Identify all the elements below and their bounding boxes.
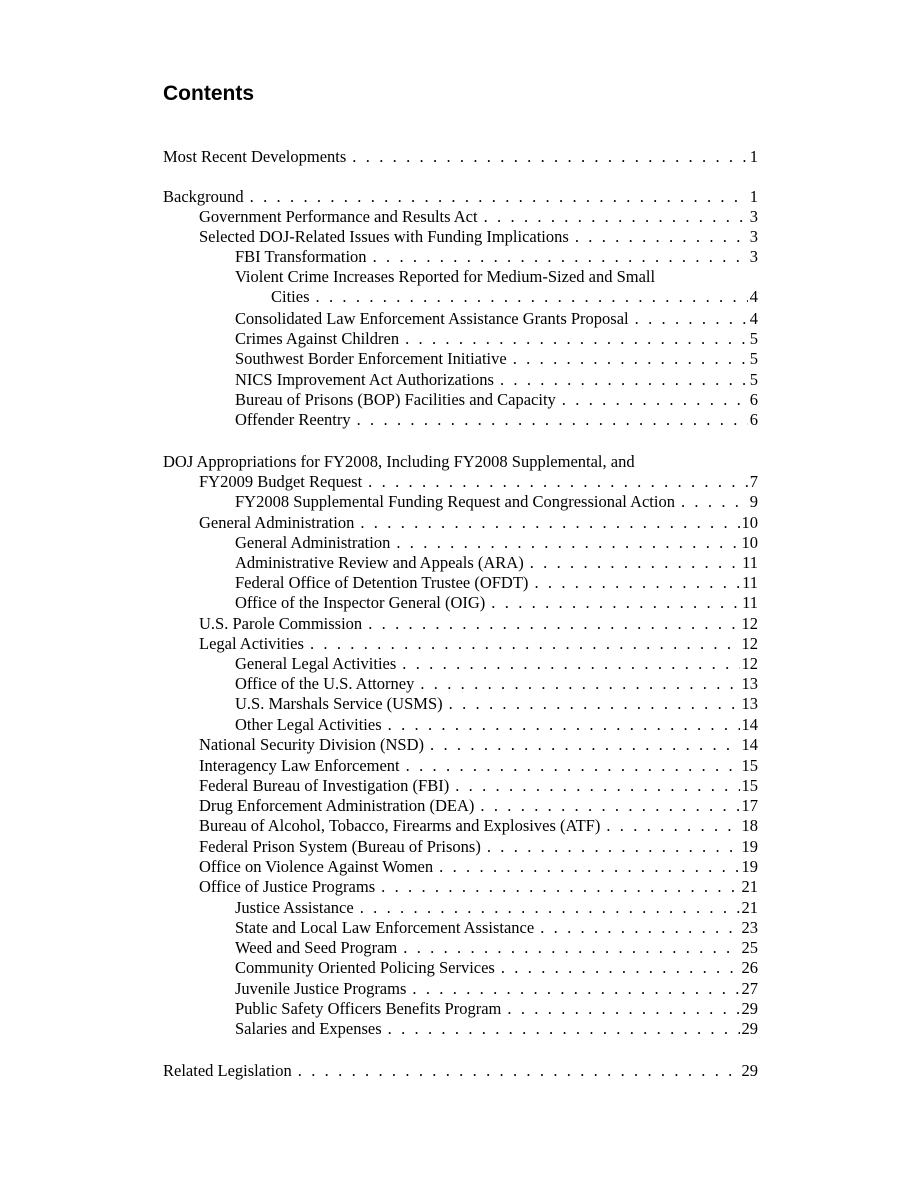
toc-entry-page-number: 21 [741, 877, 758, 896]
toc-entry[interactable] [199, 513, 758, 533]
dot-leader [455, 776, 739, 796]
toc-entry[interactable] [199, 614, 758, 634]
toc-entry-page-number: 29 [741, 1061, 758, 1080]
toc-entry-label: Salaries and Expenses [235, 1019, 382, 1038]
toc-entry[interactable] [235, 309, 758, 329]
dot-leader [507, 999, 739, 1019]
toc-entry[interactable] [235, 370, 758, 390]
toc-entry-page-number: 29 [741, 1019, 758, 1038]
toc-entry-label: Bureau of Alcohol, Tobacco, Firearms and Explosives (ATF) [199, 816, 601, 835]
toc-entry-label: Administrative Review and Appeals (ARA) [235, 553, 524, 572]
toc-entry[interactable] [199, 776, 758, 796]
toc-entry-label: Government Performance and Results Act [199, 207, 478, 226]
toc-entry[interactable] [235, 349, 758, 369]
toc-entry-page-number: 21 [741, 898, 758, 917]
dot-leader [635, 309, 748, 329]
toc-entry-page-number: 27 [741, 979, 758, 998]
dot-leader [480, 796, 739, 816]
dot-leader [352, 147, 747, 167]
toc-entry-page-number: 12 [741, 634, 758, 653]
dot-leader [310, 634, 740, 654]
dot-leader [298, 1061, 740, 1081]
toc-entry-page-number: 13 [741, 674, 758, 693]
toc-entry-label: Legal Activities [199, 634, 304, 653]
dot-leader [420, 674, 739, 694]
toc-entry-label: Cities [271, 287, 310, 306]
toc-entry-label: Consolidated Law Enforcement Assistance Grants Proposal [235, 309, 629, 328]
toc-entry-label: Public Safety Officers Benefits Program [235, 999, 502, 1018]
dot-leader [449, 694, 740, 714]
toc-entry[interactable] [235, 390, 758, 410]
toc-entry[interactable] [235, 694, 758, 714]
toc-entry[interactable] [235, 247, 758, 267]
toc-entry-page-number: 18 [741, 816, 758, 835]
toc-entry-page-number: 5 [749, 329, 758, 348]
dot-leader [396, 533, 739, 553]
toc-entry-page-number: 1 [749, 147, 758, 166]
toc-entry-label: Office of Justice Programs [199, 877, 376, 896]
toc-entry-label: National Security Division (NSD) [199, 735, 425, 754]
toc-entry[interactable] [199, 857, 758, 877]
dot-leader [388, 1019, 740, 1039]
toc-entry-page-number: 11 [742, 573, 758, 592]
dot-leader [500, 370, 748, 390]
toc-entry-page-number: 3 [749, 227, 758, 246]
toc-entry-label: State and Local Law Enforcement Assistance [235, 918, 535, 937]
toc-entry-label: FBI Transformation [235, 247, 367, 266]
toc-entry[interactable] [235, 593, 758, 613]
dot-leader [530, 553, 740, 573]
toc-entry-page-number: 10 [741, 513, 758, 532]
dot-leader [402, 654, 739, 674]
toc-entry-page-number: 13 [741, 694, 758, 713]
toc-entry-page-number: 11 [742, 593, 758, 612]
dot-leader [534, 573, 740, 593]
toc-entry[interactable] [235, 918, 758, 938]
toc-entry-label-line1: Violent Crime Increases Reported for Medium-Sized and Small [235, 267, 656, 286]
toc-entry[interactable] [163, 1061, 758, 1081]
toc-entry-label: Offender Reentry [235, 410, 351, 429]
toc-entry[interactable] [235, 553, 758, 573]
toc-entry-page-number: 1 [749, 187, 758, 206]
toc-entry-label: FY2009 Budget Request [199, 472, 363, 491]
toc-entry-page-number: 12 [741, 654, 758, 673]
toc-entry-page-number: 5 [749, 349, 758, 368]
toc-entry-label: General Legal Activities [235, 654, 397, 673]
toc-entry[interactable] [235, 715, 758, 735]
toc-entry-label: Weed and Seed Program [235, 938, 398, 957]
toc-entry-label: General Administration [235, 533, 391, 552]
toc-entry-page-number: 25 [741, 938, 758, 957]
toc-entry[interactable] [199, 207, 758, 227]
toc-entry[interactable] [199, 796, 758, 816]
toc-entry[interactable] [199, 877, 758, 897]
dot-leader [487, 837, 740, 857]
dot-leader [403, 938, 739, 958]
toc-entry-label: Federal Prison System (Bureau of Prisons) [199, 837, 481, 856]
toc-entry-label: Other Legal Activities [235, 715, 382, 734]
toc-entry-label: Selected DOJ-Related Issues with Funding Implications [199, 227, 569, 246]
toc-entry[interactable] [235, 573, 758, 593]
dot-leader [501, 958, 740, 978]
toc-entry[interactable] [199, 472, 758, 492]
toc-entry-label: Federal Bureau of Investigation (FBI) [199, 776, 450, 795]
dot-leader [491, 593, 740, 613]
toc-entry-label: Office of the Inspector General (OIG) [235, 593, 486, 612]
toc-entry[interactable] [235, 1019, 758, 1039]
dot-leader [388, 715, 740, 735]
dot-leader [412, 979, 739, 999]
toc-entry[interactable] [199, 837, 758, 857]
toc-entry-page-number: 6 [749, 410, 758, 429]
toc-entry[interactable] [235, 533, 758, 553]
toc-entry[interactable] [271, 287, 758, 307]
toc-entry-page-number: 7 [749, 472, 758, 491]
dot-leader [368, 614, 739, 634]
toc-entry-page-number: 9 [749, 492, 758, 511]
toc-entry-label: Interagency Law Enforcement [199, 756, 400, 775]
toc-entry[interactable] [199, 735, 758, 755]
toc-entry-label: Background [163, 187, 244, 206]
toc-entry[interactable] [235, 958, 758, 978]
dot-leader [562, 390, 748, 410]
toc-entry-label: Southwest Border Enforcement Initiative [235, 349, 507, 368]
dot-leader [430, 735, 739, 755]
toc-entry-label: Justice Assistance [235, 898, 354, 917]
toc-entry-page-number: 26 [741, 958, 758, 977]
dot-leader [368, 472, 748, 492]
toc-entry-label: Office on Violence Against Women [199, 857, 434, 876]
toc-entry-label: Bureau of Prisons (BOP) Facilities and Capacity [235, 390, 556, 409]
toc-entry-page-number: 17 [741, 796, 758, 815]
toc-entry[interactable] [235, 999, 758, 1019]
toc-entry[interactable] [235, 410, 758, 430]
toc-entry-label: U.S. Marshals Service (USMS) [235, 694, 443, 713]
dot-leader [381, 877, 739, 897]
toc-entry[interactable] [163, 187, 758, 207]
toc-entry-page-number: 14 [741, 735, 758, 754]
toc-entry[interactable] [235, 979, 758, 999]
toc-entry[interactable] [199, 756, 758, 776]
toc-entry[interactable] [235, 674, 758, 694]
dot-leader [250, 187, 748, 207]
toc-entry[interactable] [235, 898, 758, 918]
dot-leader [575, 227, 748, 247]
toc-entry-page-number: 29 [741, 999, 758, 1018]
toc-entry-page-number: 15 [741, 776, 758, 795]
toc-entry[interactable] [235, 938, 758, 958]
dot-leader [681, 492, 748, 512]
dot-leader [360, 898, 740, 918]
toc-entry-page-number: 23 [741, 918, 758, 937]
dot-leader [316, 287, 748, 307]
dot-leader [406, 756, 740, 776]
dot-leader [405, 329, 748, 349]
toc-entry-label: Federal Office of Detention Trustee (OFDT) [235, 573, 529, 592]
toc-entry[interactable] [199, 634, 758, 654]
toc-entry-page-number: 6 [749, 390, 758, 409]
dot-leader [513, 349, 748, 369]
toc-entry[interactable] [199, 816, 758, 836]
toc-entry-page-number: 4 [749, 309, 758, 328]
toc-entry-label: Juvenile Justice Programs [235, 979, 407, 998]
toc-entry[interactable] [163, 147, 758, 167]
toc-entry-page-number: 11 [742, 553, 758, 572]
dot-leader [360, 513, 739, 533]
toc-entry[interactable] [235, 492, 758, 512]
dot-leader [484, 207, 748, 227]
toc-entry-label: Most Recent Developments [163, 147, 347, 166]
toc-entry-page-number: 4 [749, 287, 758, 306]
toc-entry-label: FY2008 Supplemental Funding Request and Congressional Action [235, 492, 675, 511]
toc-entry-label: Related Legislation [163, 1061, 292, 1080]
toc-entry-label: Crimes Against Children [235, 329, 400, 348]
toc-entry-page-number: 19 [741, 837, 758, 856]
toc-entry-label: NICS Improvement Act Authorizations [235, 370, 494, 389]
dot-leader [373, 247, 748, 267]
toc-entry-label: Community Oriented Policing Services [235, 958, 495, 977]
toc-entry-page-number: 10 [741, 533, 758, 552]
toc-entry-label: Drug Enforcement Administration (DEA) [199, 796, 475, 815]
toc-entry-page-number: 5 [749, 370, 758, 389]
page-title: Contents [163, 82, 254, 105]
toc-entry-page-number: 3 [749, 207, 758, 226]
toc-entry-label-line1: DOJ Appropriations for FY2008, Including FY2008 Supplemental, and [163, 452, 635, 471]
dot-leader [439, 857, 739, 877]
toc-entry-page-number: 3 [749, 247, 758, 266]
dot-leader [357, 410, 748, 430]
toc-entry-page-number: 12 [741, 614, 758, 633]
toc-entry-label: Office of the U.S. Attorney [235, 674, 415, 693]
toc-entry-label: General Administration [199, 513, 355, 532]
toc-entry-page-number: 14 [741, 715, 758, 734]
toc-entry-label: U.S. Parole Commission [199, 614, 363, 633]
toc-entry-page-number: 15 [741, 756, 758, 775]
toc-entry[interactable] [235, 329, 758, 349]
dot-leader [540, 918, 739, 938]
toc-entry-page-number: 19 [741, 857, 758, 876]
dot-leader [606, 816, 739, 836]
toc-entry[interactable] [235, 654, 758, 674]
toc-entry[interactable] [199, 227, 758, 247]
